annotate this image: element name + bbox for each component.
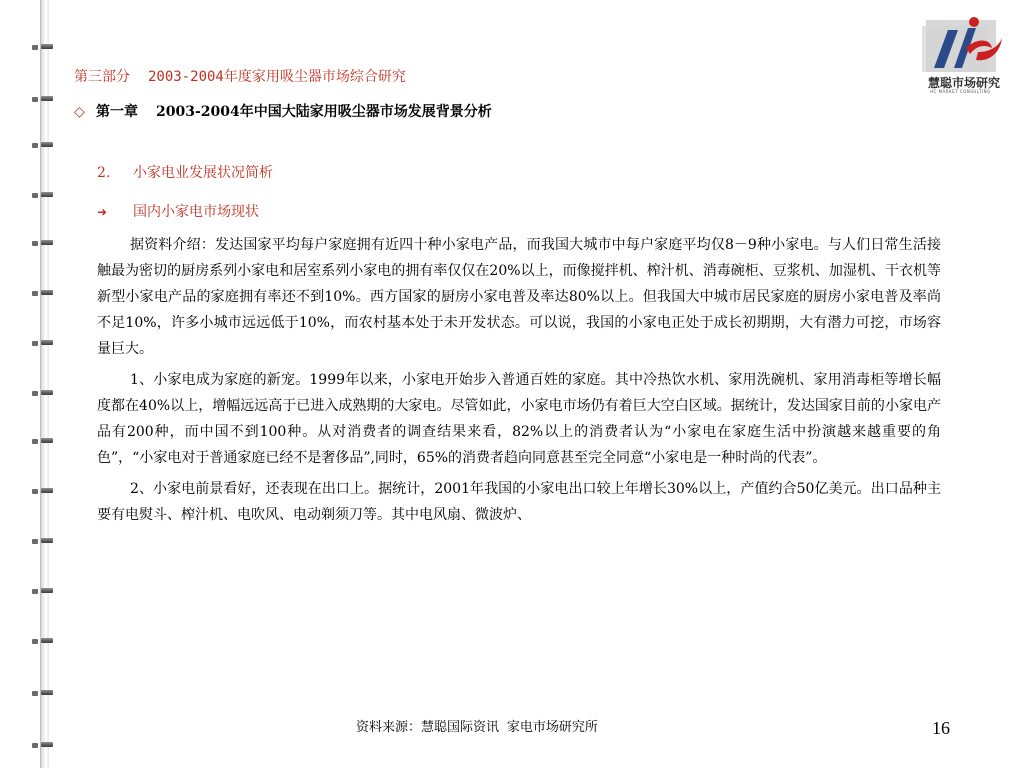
binder-ring (32, 340, 54, 346)
subsection-heading (97, 201, 259, 221)
binder-strip (0, 0, 62, 768)
part-topic: 2003-2004年度家用吸尘器市场综合研究 (148, 69, 406, 85)
diamond-icon: ◇ (74, 104, 85, 120)
binder-ring (32, 742, 54, 748)
footer-source: 资料来源：慧聪国际资讯 家电市场研究所 (356, 720, 598, 735)
binder-ring (32, 142, 54, 148)
section-heading (97, 162, 273, 182)
paragraph: 1、小家电成为家庭的新宠。1999年以来，小家电开始步入普通百姓的家庭。其中冷热饮水机、家用洗碗机、家用消毒柜等增长幅度都在40%以上，增幅远远高于已进入成熟期的大家电。尽管如此，小家电市场仍有着巨大空白区域。据统计，发达国家目前的小家电产品有200种，而中国不到100种。从对消费者的调查结果来看，82%以上的消费者认为“小家电在家庭生活中扮演越来越重要的角色”，“小家电对于普通家庭已经不是奢侈品”,同时，65%的消费者趋向同意甚至完全同意“小家电是一种时尚的代表”。 (97, 372, 941, 466)
logo-text: 慧聪市场研究 (928, 76, 1001, 90)
chapter-label: 第一章 (96, 104, 138, 120)
binder-ring (32, 588, 54, 594)
paragraph: 2、小家电前景看好，还表现在出口上。据统计，2001年我国的小家电出口较上年增长30%以上，产值约合50亿美元。出口品种主要有电熨斗、榨汁机、电吹风、电动剃须刀等。其中电风扇、微波炉、 (97, 481, 941, 523)
logo-subtext: HC MARKET CONSULTING (930, 89, 991, 94)
binder-ring (32, 538, 54, 544)
binder-ring (32, 290, 54, 296)
binder-ring (32, 240, 54, 246)
binder-ring (32, 438, 54, 444)
binder-ring (32, 488, 54, 494)
body-text (97, 232, 941, 533)
arrow-right-icon: ➜ (97, 205, 108, 219)
chapter-title: 2003-2004年中国大陆家用吸尘器市场发展背景分析 (156, 104, 492, 120)
binder-rail (40, 0, 49, 768)
binder-ring (32, 96, 54, 102)
page-number: 16 (932, 718, 950, 738)
binder-ring (32, 390, 54, 396)
section-title: 小家电业发展状况简析 (133, 165, 273, 181)
part-title (74, 66, 406, 86)
part-label: 第三部分 (74, 69, 130, 85)
chapter-heading (74, 101, 492, 121)
section-number: 2. (97, 165, 111, 181)
subsection-title: 国内小家电市场现状 (133, 204, 259, 220)
binder-ring (32, 638, 54, 644)
paragraph: 据资料介绍：发达国家平均每户家庭拥有近四十种小家电产品，而我国大城市中每户家庭平均仅8－9种小家电。与人们日常生活接触最为密切的厨房系列小家电和居室系列小家电的拥有率仅仅在20%以上，而像搅拌机、榨汁机、消毒碗柜、豆浆机、加湿机、干衣机等新型小家电产品的家庭拥有率还不到10%。西方国家的厨房小家电普及率达80%以上。但我国大中城市居民家庭的厨房小家电普及率尚不足10%，许多小城市远远低于10%，而农村基本处于未开发状态。可以说，我国的小家电正处于成长初期期，大有潜力可挖，市场容量巨大。 (97, 237, 941, 357)
binder-ring (32, 192, 54, 198)
binder-ring (32, 44, 54, 50)
binder-ring (32, 690, 54, 696)
